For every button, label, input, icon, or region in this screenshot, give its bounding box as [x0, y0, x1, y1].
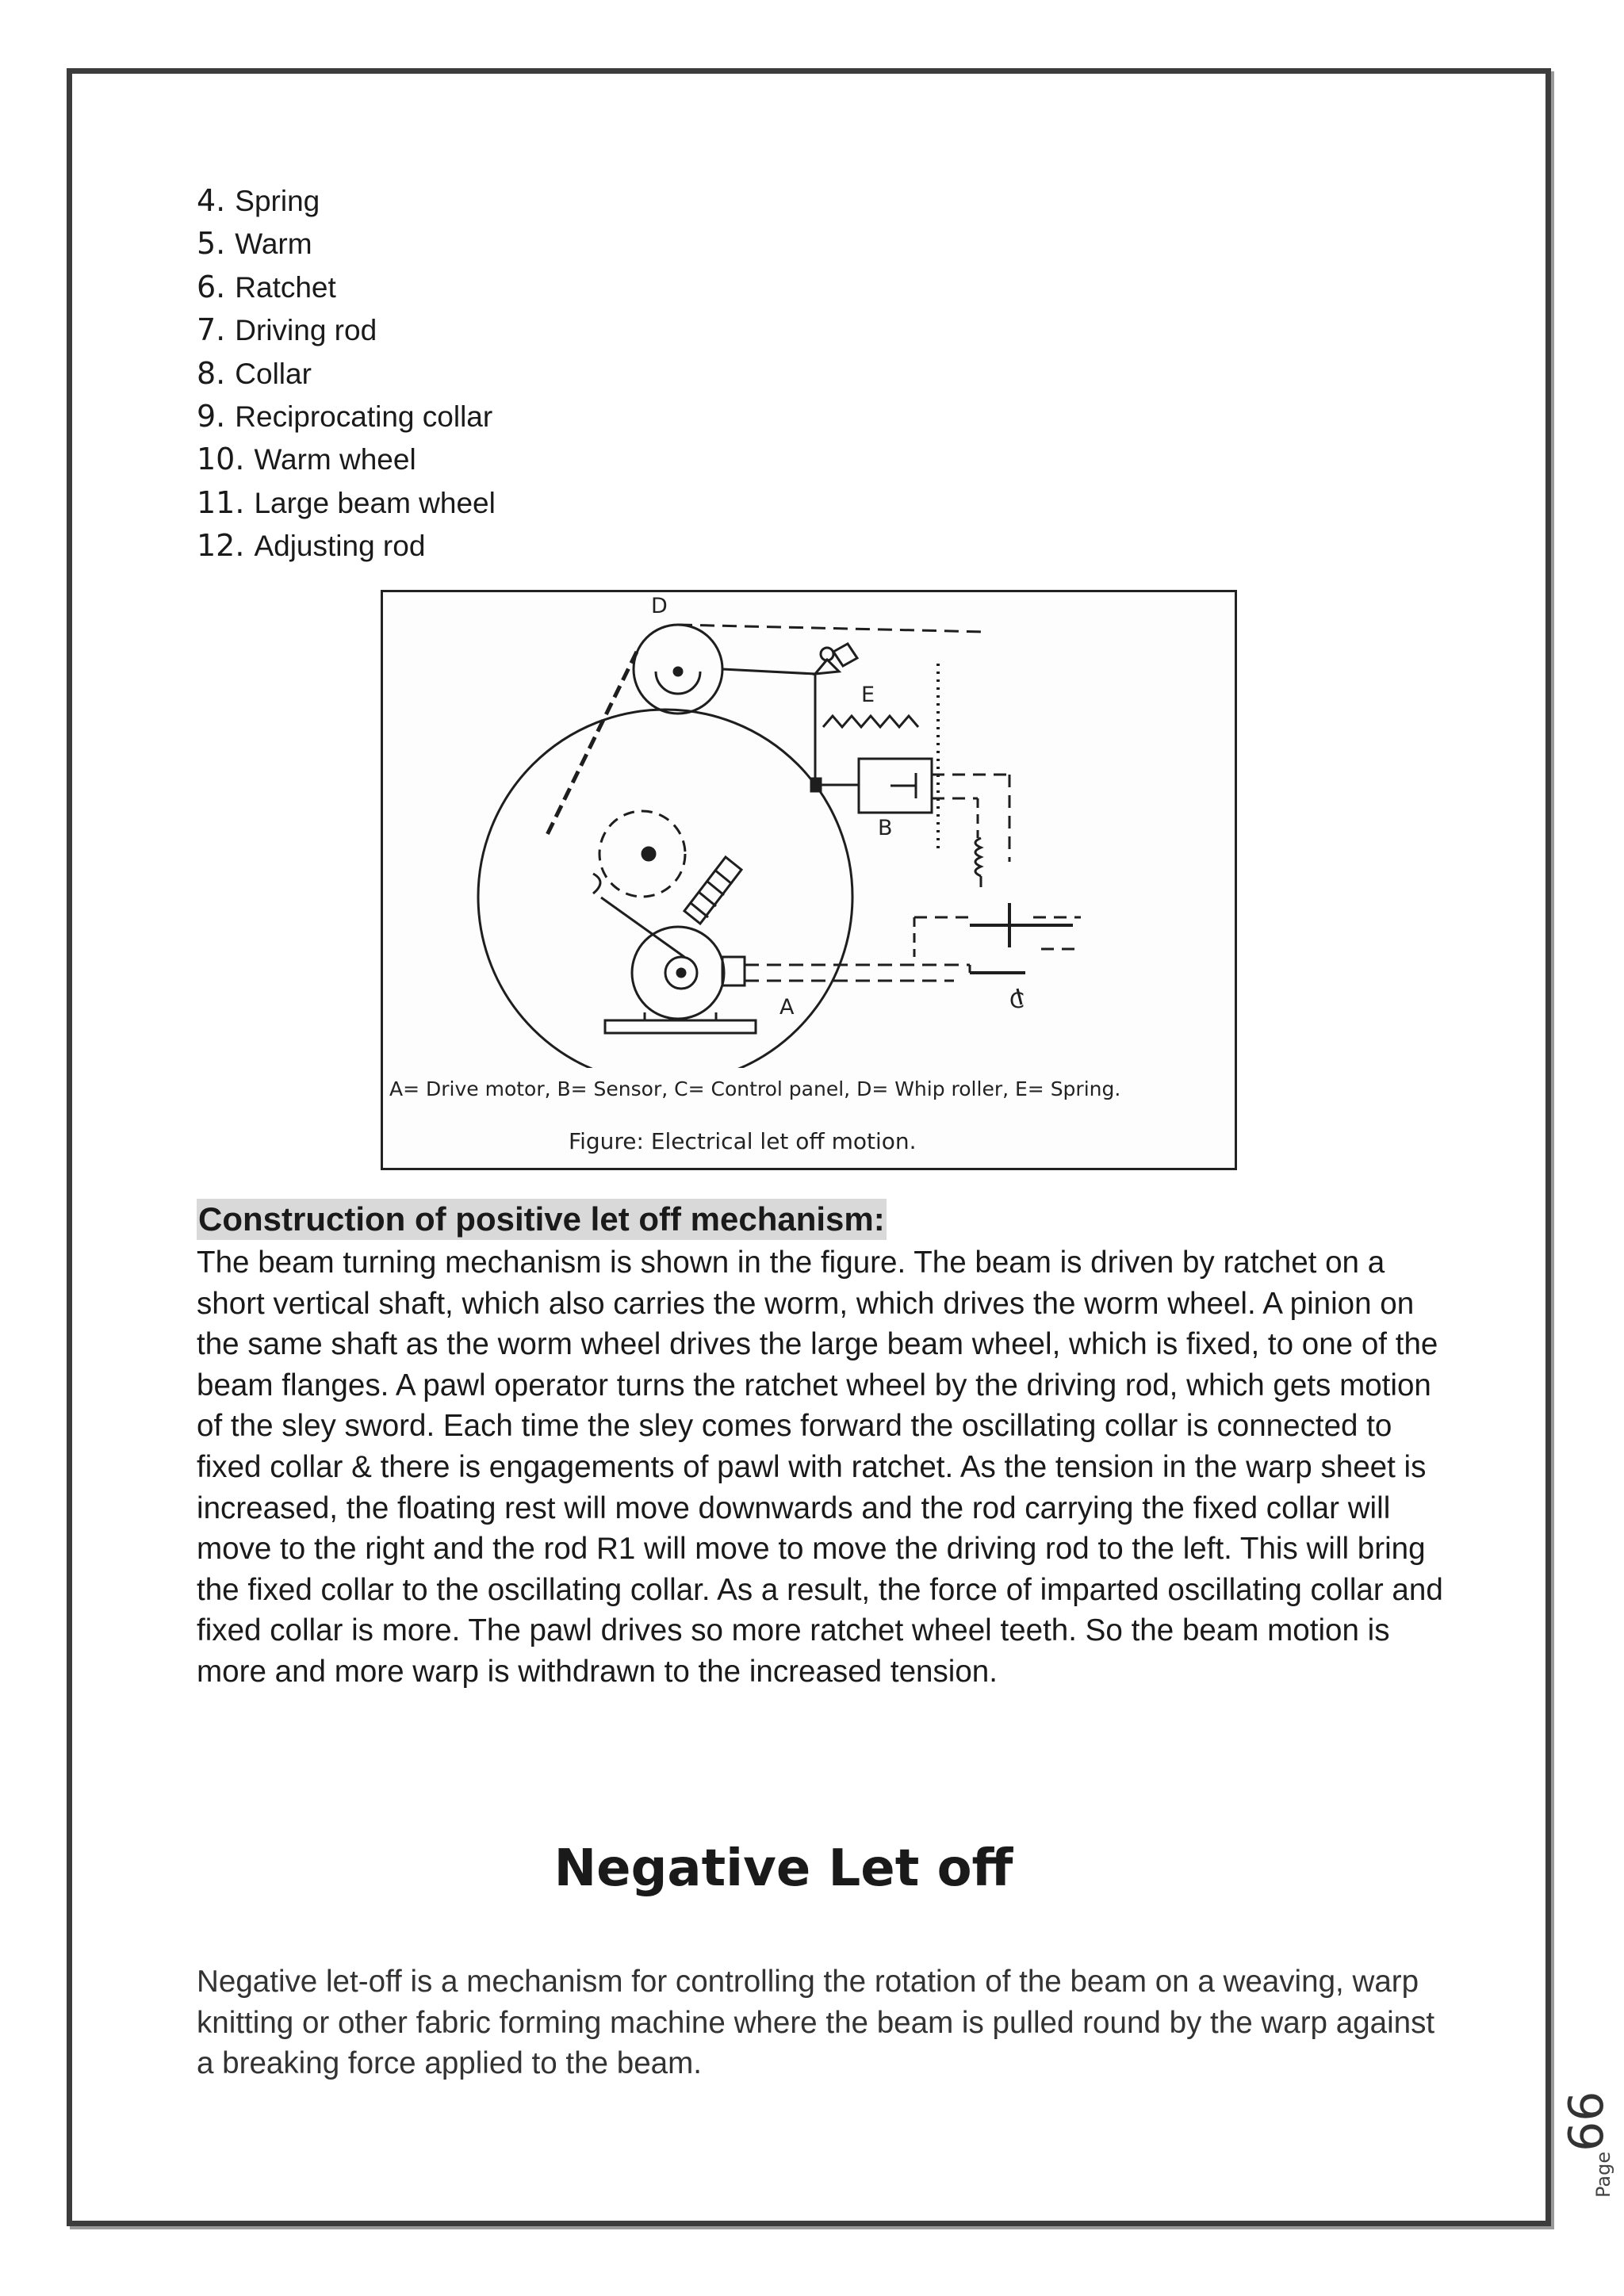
let-off-diagram — [383, 592, 1235, 1068]
page-title: Negative Let off — [553, 1839, 1013, 1898]
list-item: 12. Adjusting rod — [197, 528, 426, 564]
page-number-value: 66 — [1559, 2091, 1614, 2152]
list-item: 5. Warm — [197, 226, 312, 262]
label-d: D — [651, 594, 668, 618]
negative-paragraph: Negative let-off is a mechanism for controlling the rotation of the beam on a weaving, warp knitting or other fabric forming machine where the beam is pulled round by the warp against a breaking force applied to the beam. — [197, 1965, 1435, 2081]
parts-list — [197, 179, 496, 568]
construction-paragraph: The beam turning mechanism is shown in the figure. The beam is driven by ratchet on a short vertical shaft, which also carries the worm, which drives the worm wheel. A pinion on the same shaft as the worm wheel drives the large beam wheel, which is fixed, to one of the beam flanges. A pawl operator turns the ratchet wheel by the driving rod, which gets motion of the sley sword. Each time the sley comes forward the oscillating collar is connected to fixed collar & there is engagements of pawl with ratchet. As the tension in the warp sheet is increased, the floating rest will move downwards and the rod carrying the fixed collar will move to the right and the rod R1 will move to move the driving rod to the left. This will bring the fixed collar to the oscillating collar. As a result, the force of imparted oscillating collar and fixed collar is more. The pawl drives so more ratchet wheel teeth. So the beam motion is more and more warp is withdrawn to the increased tension. — [197, 1246, 1443, 1689]
list-item: 6. Ratchet — [197, 269, 336, 304]
list-item: 10. Warm wheel — [197, 442, 416, 477]
list-item: 7. Driving rod — [197, 312, 377, 348]
figure-legend: A= Drive motor, B= Sensor, C= Control panel, D= Whip roller, E= Spring. — [389, 1077, 1121, 1100]
list-item: 8. Collar — [197, 355, 312, 391]
label-b: B — [878, 816, 893, 840]
figure-caption: Figure: Electrical let off motion. — [569, 1128, 917, 1154]
label-e: E — [861, 683, 875, 707]
page-number — [1559, 2091, 1614, 2198]
list-item: 11. Large beam wheel — [197, 484, 496, 520]
figure-electrical-let-off — [381, 590, 1237, 1170]
page-prefix: Page — [1592, 2151, 1614, 2198]
section-heading: Construction of positive let off mechanism: — [197, 1199, 887, 1240]
list-item: 9. Reciprocating collar — [197, 398, 493, 434]
list-item: 4. Spring — [197, 183, 320, 218]
label-c: C — [1009, 989, 1025, 1013]
label-a: A — [779, 995, 795, 1020]
